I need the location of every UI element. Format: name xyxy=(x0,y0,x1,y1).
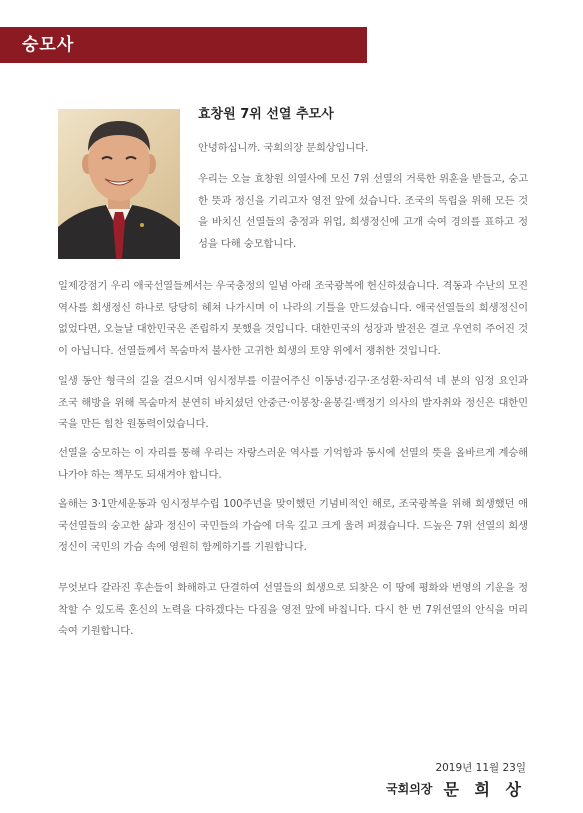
body-paragraph: 무엇보다 갈라진 후손들이 화해하고 단결하여 선열들의 희생으로 되찾은 이 땅에 평화와 번영의 기운을 정착할 수 있도록 혼신의 노력을 다하겠다는 다짐을 영전 앞에 바칩니다. 다시 한 번 7위선열의 안식을 머리 숙여 기원합니다. xyxy=(58,582,528,637)
speech-title: 효창원 7위 선열 추모사 xyxy=(198,107,334,122)
greeting-paragraph: 안녕하십니까. 국회의장 문희상입니다. xyxy=(198,142,369,154)
header-bar xyxy=(0,27,367,63)
body-paragraph: 선열을 숭모하는 이 자리를 통해 우리는 자랑스러운 역사를 기억함과 동시에 선열의 뜻을 올바르게 계승해 나가야 하는 책무도 되새겨야 합니다. xyxy=(58,447,528,481)
signature-role: 국회의장 xyxy=(386,782,433,796)
intro-paragraph: 우리는 오늘 효창원 의열사에 모신 7위 선열의 거룩한 위훈을 받들고, 숭고한 뜻과 정신을 기리고자 영전 앞에 섰습니다. 조국의 독립을 위해 모든 것을 바치신 선열들의 충정과 위업, 희생정신에 고개 숙여 경의를 표하고 정성을 다해 숭모합니다. xyxy=(198,173,528,250)
signature-date: 2019년 11월 23일 xyxy=(435,762,526,774)
signature-block xyxy=(386,777,526,800)
signature-name: 문 희 상 xyxy=(443,780,526,799)
body-paragraph: 일생 동안 형극의 길을 걸으시며 임시정부를 이끌어주신 이동녕·김구·조성환·차리석 네 분의 임정 요인과 조국 해방을 위해 목숨마저 분연히 바치셨던 안중근·이봉창·윤봉길·백정기 의사의 발자취와 정신은 대한민국을 만든 힘찬 원동력이었습니다. xyxy=(58,375,528,430)
body-paragraph: 올해는 3·1만세운동과 임시정부수립 100주년을 맞이했던 기념비적인 해로, 조국광복을 위해 희생했던 애국선열들의 숭고한 삶과 정신이 국민들의 가슴에 더욱 깊고 크게 울려 퍼졌습니다. 드높은 7위 선열의 희생정신이 국민의 가슴 속에 영원히 함께하기를 기원합니다. xyxy=(58,498,528,553)
portrait-photo-icon xyxy=(58,109,180,259)
page-title: 숭모사 xyxy=(22,35,75,55)
portrait-photo xyxy=(58,109,180,259)
body-paragraph: 일제강점기 우리 애국선열들께서는 우국충정의 일념 아래 조국광복에 헌신하셨습니다. 격동과 수난의 모진 역사를 희생정신 하나로 당당히 헤쳐 나가시며 이 나라의 기틀을 만드셨습니다. 애국선열들의 희생정신이 없었다면, 오늘날 대한민국은 존립하지 못했을 것입니다. 대한민국의 성장과 발전은 결코 우연히 주어진 것이 아닙니다. 선열들께서 목숨마저 불사한 고귀한 희생의 토양 위에서 쟁취한 것입니다. xyxy=(58,280,528,357)
